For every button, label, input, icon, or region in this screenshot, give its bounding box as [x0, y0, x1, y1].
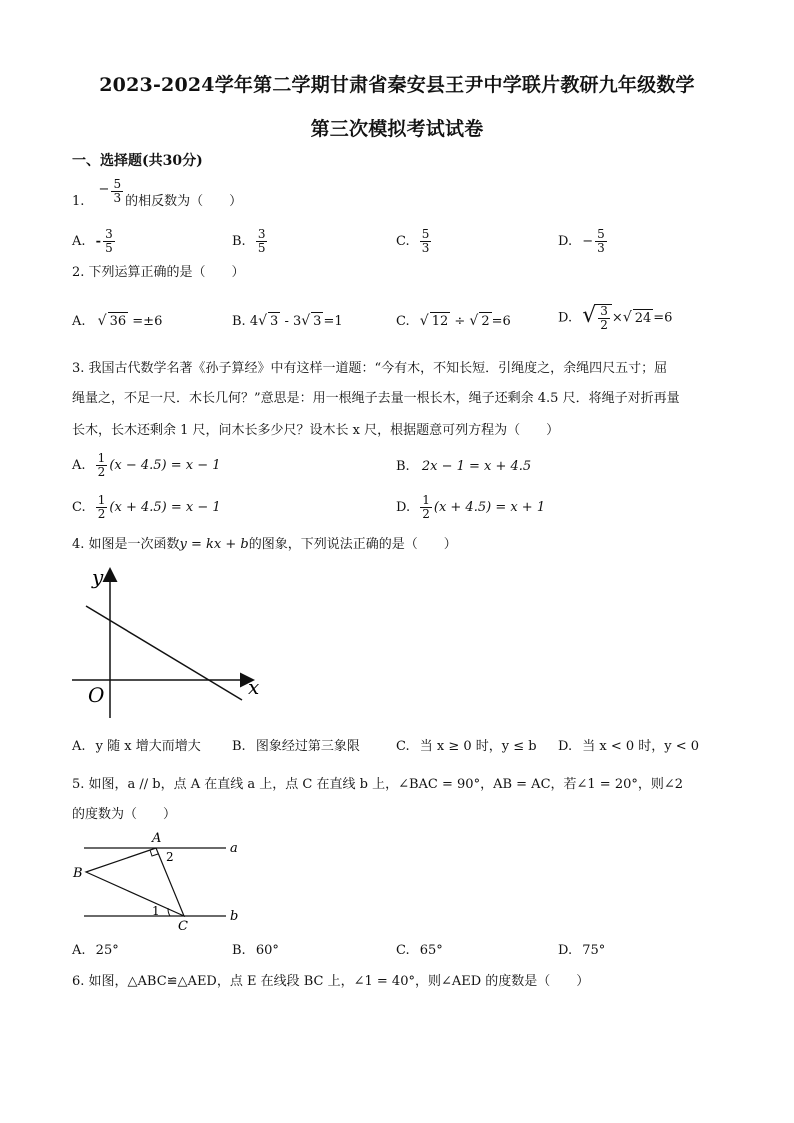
q1-fraction: $\frac{5}{3}$	[113, 177, 122, 205]
q2-option-d[interactable]: D. √ $\frac{3}{2}$ ×√ 24 =6	[558, 302, 673, 332]
q4-option-c[interactable]: C. 当 x ≥ 0 时，y ≤ b	[396, 739, 537, 754]
line-b-label: b	[230, 909, 239, 924]
q4-option-a[interactable]: A. y 随 x 增大而增大	[72, 739, 201, 754]
q3-option-d[interactable]: D. $\frac{1}{2}$ (x + 4.5) = x + 1	[396, 493, 546, 521]
q5-option-b[interactable]: B. 60°	[232, 943, 279, 958]
q2-option-c[interactable]: C. √ 12 ÷ √ 2 =6	[396, 313, 511, 329]
q5-option-d[interactable]: D. 75°	[558, 943, 606, 958]
exam-title-line1: 2023-2024学年第二学期甘肃省秦安县王尹中学联片教研九年级数学	[99, 74, 695, 96]
exam-title-line2: 第三次模拟考试试卷	[310, 118, 484, 140]
q4-option-b[interactable]: B. 图象经过第三象限	[232, 739, 360, 754]
q4-linear-function-graph	[70, 562, 270, 722]
q5-stem-line1: 5. 如图，a // b，点 A 在直线 a 上，点 C 在直线 b 上，∠BAC = 90°，AB = AC，若∠1 = 20°，则∠2	[72, 777, 684, 792]
point-b-label: B	[73, 866, 83, 881]
point-c-label: C	[178, 919, 188, 934]
angle-2-label: 2	[166, 850, 174, 864]
x-axis-label: x	[248, 675, 260, 699]
q6-stem: 6. 如图，△ABC≌△AED，点 E 在线段 BC 上，∠1 = 40°，则∠AED 的度数是（ ）	[72, 974, 590, 989]
q4-stem: 4. 如图是一次函数y = kx + b的图象，下列说法正确的是（ ）	[72, 537, 457, 552]
q1-option-d[interactable]: D. − $\frac{5}{3}$	[558, 227, 605, 255]
section-heading-choice: 一、选择题(共30分)	[72, 153, 203, 169]
q5-parallel-lines-figure	[70, 830, 250, 936]
q3-option-c[interactable]: C. $\frac{1}{2}$ (x + 4.5) = x − 1	[72, 493, 221, 521]
q3-option-a[interactable]: A. $\frac{1}{2}$ (x − 4.5) = x − 1	[72, 451, 221, 479]
q1-stem-text: 的相反数为（ ）	[125, 194, 243, 209]
q4-option-d[interactable]: D. 当 x < 0 时，y < 0	[558, 739, 700, 754]
q3-stem-line1: 3. 我国古代数学名著《孙子算经》中有这样一道题：“今有木，不知长短．引绳度之，余绳四尺五寸；屈	[72, 361, 668, 376]
q2-option-a[interactable]: A. √ 36 =±6	[72, 313, 163, 329]
q1-number: 1.	[72, 194, 85, 209]
line-a-label: a	[230, 841, 238, 856]
q3-stem-line2: 绳量之，不足一尺．木长几何？”意思是：用一根绳子去量一根长木，绳子还剩余 4.5 尺．将绳子对折再量	[72, 391, 680, 406]
q5-stem-line2: 的度数为（ ）	[72, 807, 177, 822]
q3-stem-line3: 长木，长木还剩余 1 尺，问木长多少尺？设木长 x 尺，根据题意可列方程为（ ）	[72, 423, 560, 438]
q1-neg-sign: −	[98, 182, 110, 197]
angle-1-label: 1	[152, 904, 160, 918]
q5-option-a[interactable]: A. 25°	[72, 943, 119, 958]
q5-option-c[interactable]: C. 65°	[396, 943, 443, 958]
q2-stem: 2. 下列运算正确的是（ ）	[72, 265, 245, 280]
q2-option-b[interactable]: B. 4√ 3 - 3√ 3 =1	[232, 313, 343, 329]
y-axis-label: y	[92, 565, 104, 589]
q1-option-c[interactable]: C. $\frac{5}{3}$	[396, 227, 430, 255]
q3-option-b[interactable]: B. 2x − 1 = x + 4.5	[396, 459, 532, 474]
q1-option-a[interactable]: A. - $\frac{3}{5}$	[72, 227, 113, 255]
origin-label: O	[88, 683, 105, 707]
q1-stem	[72, 177, 243, 215]
q1-option-b[interactable]: B. $\frac{3}{5}$	[232, 227, 266, 255]
point-a-label: A	[152, 831, 162, 846]
